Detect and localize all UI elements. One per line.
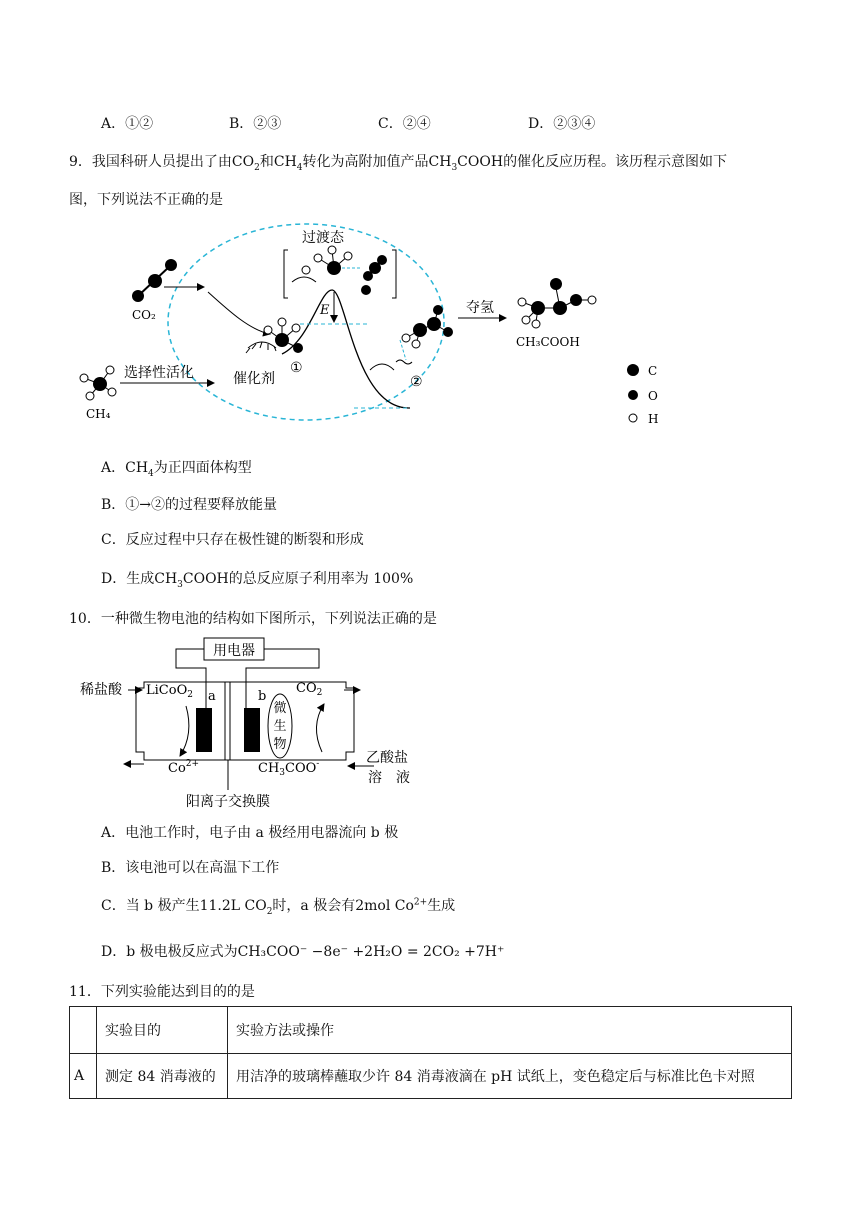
option-text: 为正四面体构型 (153, 460, 252, 476)
formula: 11.2L CO (199, 898, 267, 914)
q8-option-d: D．②③④ (528, 116, 596, 132)
appliance-label: 用电器 (213, 643, 255, 659)
formula: CH (154, 571, 178, 587)
atom-legend (627, 364, 658, 426)
formula: COO (285, 761, 317, 776)
option-text: C．当 b 极产生 (101, 898, 200, 914)
q9-stem-text: 9．我国科研人员提出了由 (69, 154, 232, 170)
superscript: 2+ (185, 759, 200, 769)
subscript: 2 (316, 688, 323, 698)
subscript: 2 (187, 690, 193, 700)
q10-option-b: B．该电池可以在高温下工作 (101, 860, 280, 876)
table-header-row (70, 1007, 792, 1054)
microbe-label-2: 生 (273, 719, 287, 734)
electrode-a-label: a (208, 689, 216, 704)
ch4-molecule (80, 366, 116, 400)
carbon-legend-swatch (627, 364, 639, 376)
q8-option-b: B．②③ (229, 116, 282, 132)
catalyst-site-1 (246, 318, 303, 353)
transition-state-label: 过渡态 (302, 230, 344, 246)
formula: CH (273, 154, 297, 170)
subscript: 2 (254, 162, 260, 173)
subscript: 4 (148, 468, 154, 479)
point-2-label: ② (410, 374, 423, 390)
microbe-label-3: 物 (273, 737, 287, 752)
acetic-acid-molecule (518, 278, 596, 328)
activation-energy-label: E (320, 303, 330, 318)
hydrogen-legend-swatch (629, 414, 637, 422)
cobalt-ion-label (168, 759, 199, 776)
ch4-label: CH₄ (86, 407, 111, 421)
q9-stem-text: 和 (259, 154, 274, 170)
option-text: D．b 极电极反应式为 (101, 944, 238, 960)
option-text: 生成 (427, 898, 456, 914)
q10-option-a: A．电池工作时，电子由 a 极经用电器流向 b 极 (101, 825, 399, 841)
dilute-hcl-label: 稀盐酸 (80, 682, 122, 698)
option-text: 时，a 极会有 (272, 898, 356, 914)
co2-label: CO₂ (132, 308, 156, 322)
dehydrogenation-label: 夺氢 (466, 300, 494, 316)
selective-activation-label: 选择性活化 (124, 365, 194, 381)
acetate-solution-label-2: 溶 液 (368, 770, 410, 786)
catalyst-site-2 (370, 305, 453, 370)
subscript: 4 (296, 162, 303, 173)
electrode-b (244, 708, 260, 752)
row-label: A (70, 1054, 97, 1099)
header-cell-purpose: 实验目的 (97, 1007, 228, 1054)
q10-option-d (101, 941, 504, 961)
formula: 2mol Co (355, 898, 414, 914)
row-method: 用洁净的玻璃棒蘸取少许 84 消毒液滴在 pH 试纸上，变色稳定后与标准比色卡对照 (228, 1054, 792, 1099)
catalyst-label: 催化剂 (233, 371, 275, 387)
subscript: 3 (451, 162, 458, 173)
header-cell-method: 实验方法或操作 (228, 1007, 792, 1054)
subscript: 3 (279, 768, 286, 778)
oxygen-legend-label: O (648, 389, 658, 403)
q10-battery-diagram (78, 634, 428, 814)
membrane-label: 阳离子交换膜 (186, 794, 270, 810)
co2-out-label (296, 681, 322, 698)
header-cell-blank (70, 1007, 97, 1054)
q9-stem-line2: 图，下列说法不正确的是 (69, 192, 223, 208)
q9-stem-line1 (69, 151, 727, 173)
catalysis-region-outline (168, 224, 444, 420)
electrode-a (196, 708, 212, 752)
formula: CO (296, 681, 317, 696)
formula: CH (125, 460, 149, 476)
q9-option-c: C．反应过程中只存在极性键的断裂和形成 (101, 532, 364, 548)
q10-option-c (101, 895, 455, 917)
formula: Co (168, 761, 186, 776)
formula: COOH (457, 154, 504, 170)
q8-option-a: A．①② (101, 116, 154, 132)
acetate-solution-label-1: 乙酸盐 (366, 750, 408, 766)
formula: CH (428, 154, 452, 170)
acetic-acid-label: CH₃COOH (516, 335, 580, 349)
option-letter: A． (101, 460, 126, 476)
q9-option-b: B．①→②的过程要释放能量 (101, 497, 278, 513)
superscript: 2+ (413, 897, 428, 908)
formula: CH (258, 761, 280, 776)
table-row (70, 1054, 792, 1099)
subscript: 2 (266, 906, 273, 917)
option-text: D．生成 (101, 571, 155, 587)
q11-experiment-table (69, 1006, 792, 1099)
formula: CO (231, 154, 255, 170)
q11-stem: 11．下列实验能达到目的的是 (69, 984, 255, 1000)
carbon-legend-label: C (648, 364, 658, 378)
microbe-label-1: 微 (273, 701, 287, 716)
q8-option-c: C．②④ (378, 116, 431, 132)
oxygen-legend-swatch (628, 390, 638, 400)
electrode-equation: CH₃COO⁻ −8e⁻ +2H₂O = 2CO₂ +7H⁺ (237, 944, 505, 960)
superscript: - (316, 759, 320, 769)
electrode-b-label: b (258, 689, 267, 704)
option-text: 的总反应原子利用率为 100% (228, 571, 414, 587)
formula: LiCoO (146, 683, 188, 698)
hydrogen-legend-label: H (648, 412, 659, 426)
co2-molecule (132, 259, 177, 302)
formula: COOH (182, 571, 229, 587)
transition-state-molecule (292, 246, 387, 295)
row-purpose: 测定 84 消毒液的 (97, 1054, 228, 1099)
q9-stem-text: 的催化反应历程。该历程示意图如下 (503, 154, 728, 170)
q9-option-a (101, 457, 252, 479)
q10-stem: 10．一种微生物电池的结构如下图所示，下列说法正确的是 (69, 611, 437, 627)
q9-stem-text: 转化为高附加值产品 (302, 154, 429, 170)
subscript: 3 (177, 579, 183, 590)
point-1-label: ① (290, 360, 303, 376)
q9-option-d (101, 568, 413, 590)
licoo2-label (146, 683, 193, 700)
acetate-ion-label (258, 759, 319, 778)
q9-reaction-diagram (70, 220, 690, 430)
